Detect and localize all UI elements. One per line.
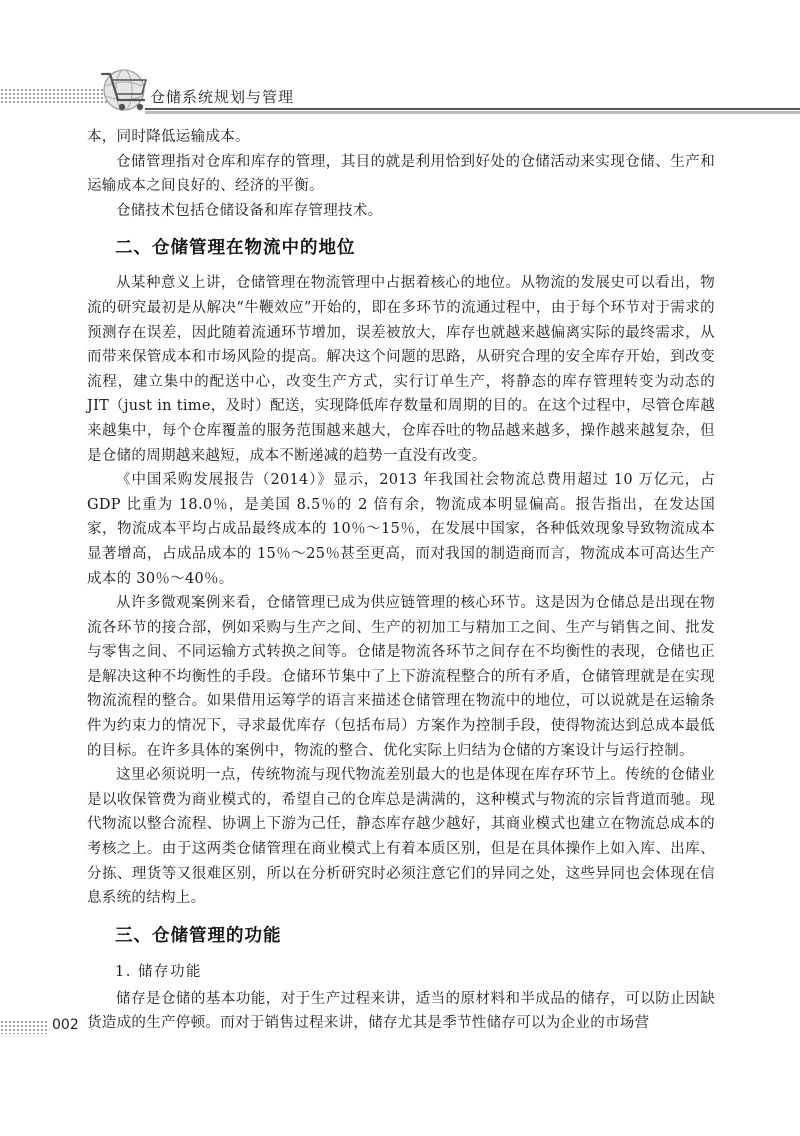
paragraph-continued: 本，同时降低运输成本。 (87, 129, 250, 145)
header-rule (145, 108, 800, 110)
paragraph-report-stats: 《中国采购发展报告（2014）》显示，2013 年我国社会物流总费用超过 10 万亿元，占 GDP 比重为 18.0％，是美国 8.5％的 2 倍有余，物流成本明显偏高。报告指出，在发达国家，物流成本平均占成品最终成本的 10％～15％，在发展中国家，各种低效现象导致物流成本显著增高，占成品成本的 15％～25％甚至更高，而对我国的制造商而言，物流成本可高达生产成本的 30％～40％。 (87, 472, 715, 587)
paragraph-storage-function: 储存是仓储的基本功能，对于生产过程来讲，适当的原材料和半成品的储存，可以防止因缺货造成的生产停顿。而对于销售过程来讲，储存尤其是季节性储存可以为企业的市场营 (87, 990, 715, 1032)
paragraph-core-position: 从某种意义上讲，仓储管理在物流管理中占据着核心的地位。从物流的发展史可以看出，物流的研究最初是从解决“牛鞭效应”开始的，即在多环节的流通过程中，由于每个环节对于需求的预测存在误差，因此随着流通环节增加，误差被放大，库存也就越来越偏离实际的最终需求，从而带来保管成本和市场风险的提高。解决这个问题的思路，从研究合理的安全库存开始，到改变流程，建立集中的配送中心，改变生产方式，实行订单生产，将静态的库存管理转变为动态的 JIT（just in time，及时）配送，实现降低库存数量和周期的目的。在这个过程中，尽管仓库越来越集中，每个仓库覆盖的服务范围越来越大，仓库吞吐的物品越来越多，操作越来越复杂，但是仓储的周期越来越短，成本不断递减的趋势一直没有改变。 (87, 275, 715, 464)
page-number: 002 (52, 1017, 79, 1033)
footer-dot-pattern (0, 1020, 48, 1034)
paragraph-technology: 仓储技术包括仓储设备和库存管理技术。 (116, 202, 383, 219)
paragraph-definition: 仓储管理指对仓库和库存的管理，其目的就是利用恰到好处的仓储活动来实现仓储、生产和运输成本之间良好的、经济的平衡。 (87, 153, 715, 195)
section-heading-2: 二、仓储管理在物流中的地位 (115, 238, 356, 259)
page-body (87, 125, 715, 1036)
section-heading-3: 三、仓储管理的功能 (115, 925, 282, 946)
header-shadow-rule (145, 111, 800, 114)
subsection-heading-storage: 1. 储存功能 (115, 963, 202, 980)
paragraph-traditional-vs-modern: 这里必须说明一点，传统物流与现代物流差别最大的也是体现在库存环节上。传统的仓储业是以收保管费为商业模式的，希望自己的仓库总是满满的，这种模式与物流的宗旨背道而驰。现代物流以整合流程、协调上下游为己任，静态库存越少越好，其商业模式也建立在物流总成本的考核之上。由于这两类仓储管理在商业模式上有着本质区别，但是在具体操作上如入库、出库、分拣、理货等又很难区别，所以在分析研究时必须注意它们的异同之处，这些异同也会体现在信息系统的结构上。 (87, 767, 715, 907)
paragraph-supply-chain: 从许多微观案例来看，仓储管理已成为供应链管理的核心环节。这是因为仓储总是出现在物流各环节的接合部，例如采购与生产之间、生产的初加工与精加工之间、生产与销售之间、批发与零售之间、不同运输方式转换之间等。仓储是物流各环节之间存在不均衡性的表现，仓储也正是解决这种不均衡性的手段。仓储环节集中了上下游流程整合的所有矛盾，仓储管理就是在实现物流流程的整合。如果借用运筹学的语言来描述仓储管理在物流中的地位，可以说就是在运输条件为约束力的情况下，寻求最优库存（包括布局）方案作为控制手段，使得物流达到总成本最低的目标。在许多具体的案例中，物流的整合、优化实际上归结为仓储的方案设计与运行控制。 (87, 595, 715, 759)
running-title: 仓储系统规划与管理 (150, 88, 295, 106)
page-header (0, 0, 800, 130)
